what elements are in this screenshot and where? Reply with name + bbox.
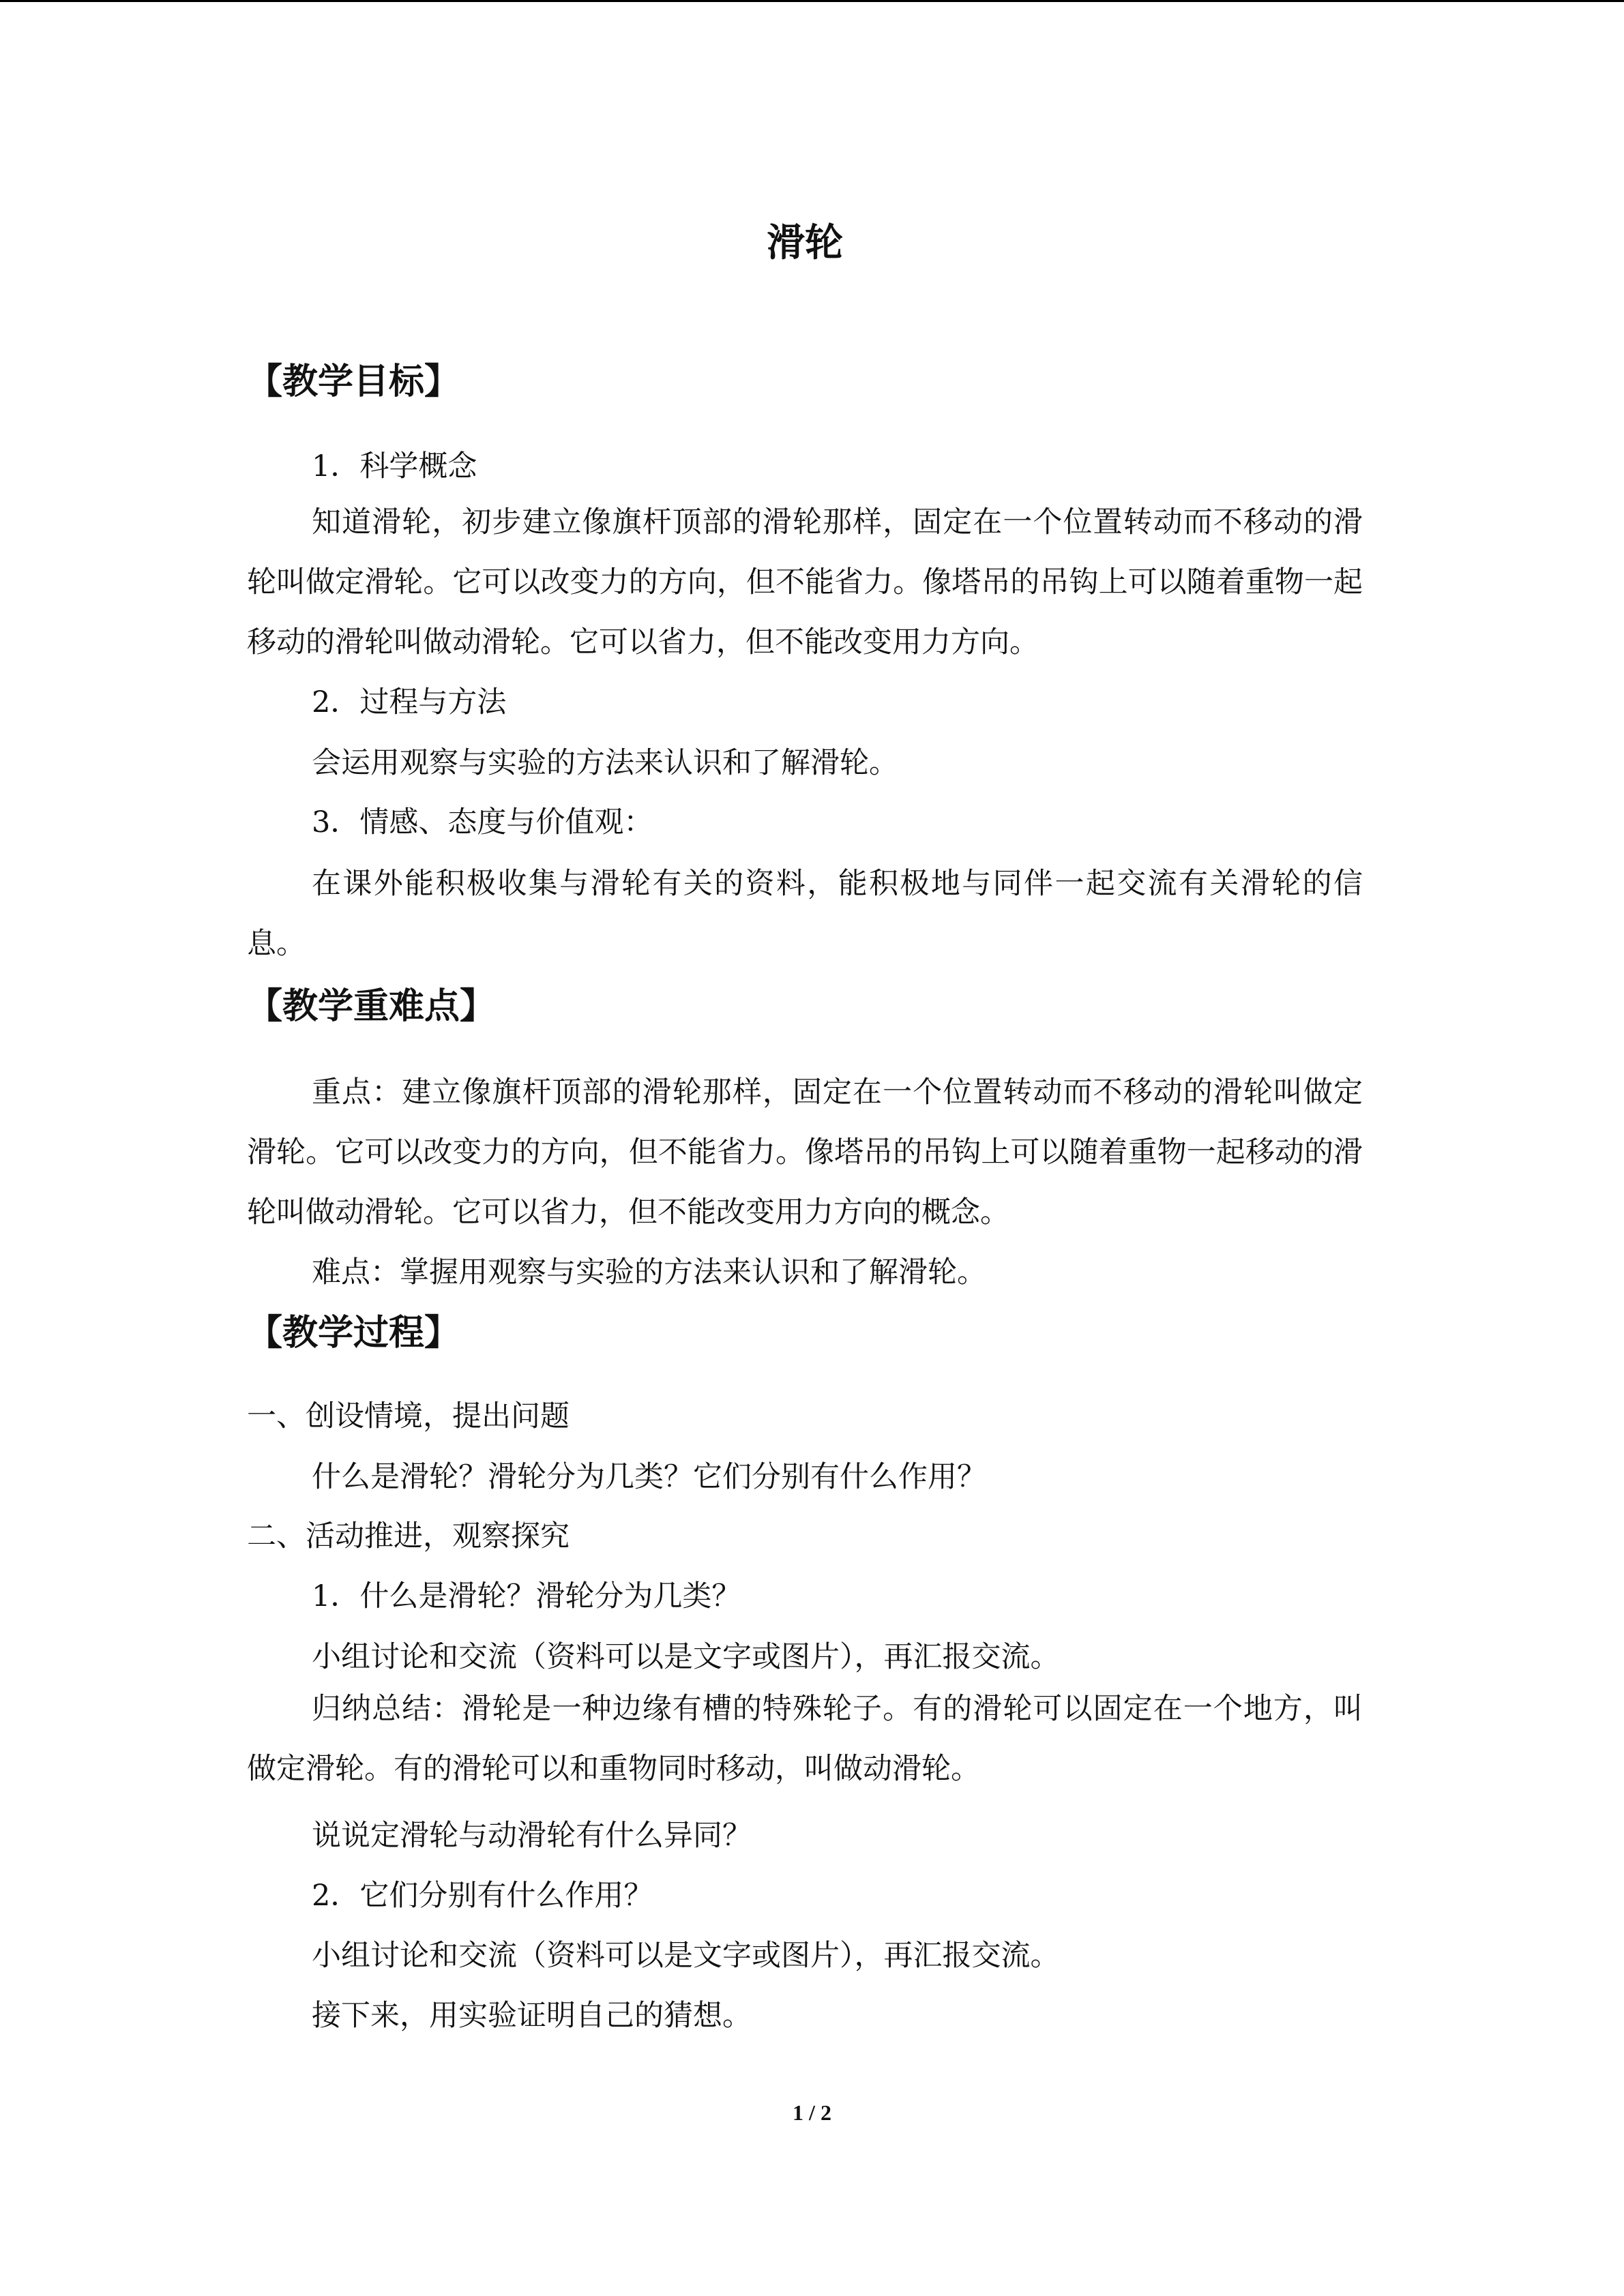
subheading-process-method: 2．过程与方法 (312, 685, 507, 719)
paragraph-key-point: 重点：建立像旗杆顶部的滑轮那样，固定在一个位置转动而不移动的滑轮叫做定滑轮。它可以改变力的方向，但不能省力。像塔吊的吊钩上可以随着重物一起移动的滑轮叫做动滑轮。它可以省力，但不能改变用力方向的概念。 (247, 1075, 1363, 1229)
paragraph-attitude-values: 在课外能积极收集与滑轮有关的资料，能积极地与同伴一起交流有关滑轮的信息。 (247, 867, 1363, 961)
paragraph-science-concept: 知道滑轮，初步建立像旗杆顶部的滑轮那样，固定在一个位置转动而不移动的滑轮叫做定滑轮。它可以改变力的方向，但不能省力。像塔吊的吊钩上可以随着重物一起移动的滑轮叫做动滑轮。它可以省力，但不能改变用力方向。 (247, 505, 1363, 659)
section-heading-key-points: 【教学重难点】 (247, 986, 496, 1027)
paragraph-group-discussion-1: 小组讨论和交流（资料可以是文字或图片），再汇报交流。 (312, 1640, 1060, 1674)
step-heading-scenario: 一、创设情境，提出问题 (247, 1399, 570, 1433)
paragraph-process-method: 会运用观察与实验的方法来认识和了解滑轮。 (312, 746, 898, 780)
step-heading-activity: 二、活动推进，观察探究 (247, 1519, 570, 1553)
paragraph-group-discussion-2: 小组讨论和交流（资料可以是文字或图片），再汇报交流。 (312, 1939, 1060, 1973)
subheading-what-is-pulley: 1．什么是滑轮？滑轮分为几类？ (312, 1579, 741, 1613)
section-heading-process: 【教学过程】 (247, 1313, 460, 1354)
paragraph-experiment: 接下来，用实验证明自己的猜想。 (312, 1999, 752, 2033)
document-title: 滑轮 (767, 221, 843, 265)
subheading-science-concept: 1．科学概念 (312, 449, 477, 483)
subheading-functions: 2．它们分别有什么作用？ (312, 1879, 653, 1913)
page-indicator: 1 / 2 (793, 2100, 831, 2125)
paragraph-questions: 什么是滑轮？滑轮分为几类？它们分别有什么作用？ (312, 1460, 986, 1494)
section-heading-objectives: 【教学目标】 (247, 361, 460, 402)
page-top-border (0, 0, 1624, 2)
subheading-attitude-values: 3．情感、态度与价值观： (312, 805, 653, 839)
paragraph-summary: 归纳总结：滑轮是一种边缘有槽的特殊轮子。有的滑轮可以固定在一个地方，叫做定滑轮。有的滑轮可以和重物同时移动，叫做动滑轮。 (247, 1692, 1363, 1786)
paragraph-difficulty: 难点：掌握用观察与实验的方法来认识和了解滑轮。 (312, 1255, 986, 1289)
paragraph-compare-question: 说说定滑轮与动滑轮有什么异同？ (312, 1819, 752, 1853)
